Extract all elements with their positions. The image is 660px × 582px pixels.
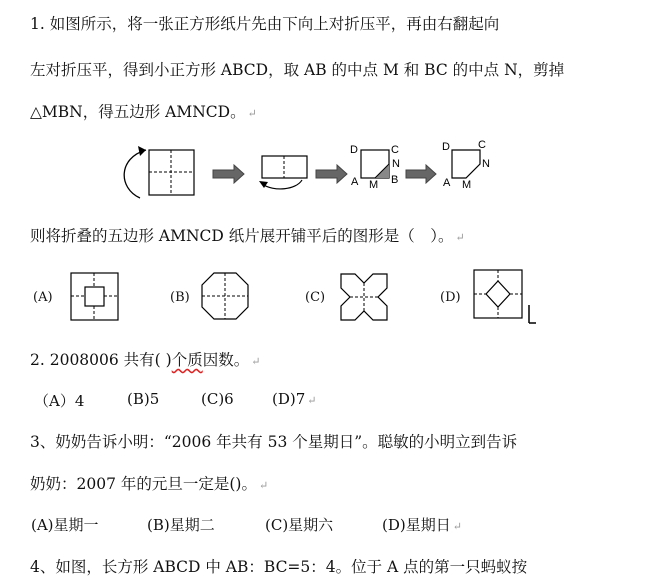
option-c-label: (C) [305, 290, 326, 305]
label-m: M [369, 179, 379, 191]
q3-choice-a: (A)星期一 [31, 516, 99, 534]
label-d: D [350, 144, 358, 156]
option-b-figure [202, 273, 248, 319]
label-m2: M [462, 179, 472, 191]
q2-text: 2. 2008006 共有( )个质因数。 ↵ [30, 351, 261, 369]
step-arrow-1 [213, 165, 244, 183]
q4-line-1: 4、如图，长方形 ABCD 中 AB：BC=5：4。位于 A 点的第一只蚂蚁按 [30, 558, 528, 576]
label-b: B [391, 174, 399, 186]
option-d-label: (D) [440, 290, 461, 305]
option-c-figure [341, 274, 387, 320]
step-arrow-2 [316, 165, 347, 183]
option-b-label: (B) [170, 290, 190, 305]
q1-line-3: △MBN，得五边形 AMNCD。 ↵ [30, 103, 257, 121]
q3-choice-c: (C)星期六 [265, 516, 334, 534]
label-c: C [391, 144, 399, 156]
q1-line-1: 1. 如图所示，将一张正方形纸片先由下向上对折压平，再由右翻起向 [30, 15, 500, 33]
label-n2: N [482, 158, 490, 170]
q2-choice-c: (C)6 [201, 390, 234, 408]
pentagon [452, 150, 480, 178]
q1-line-2: 左对折压平，得到小正方形 ABCD，取 AB 的中点 M 和 BC 的中点 N，剪掉 [30, 61, 565, 79]
q3-line-2: 奶奶：2007 年的元旦一定是()。 ↵ [30, 475, 269, 493]
step-arrow-3 [406, 165, 436, 183]
fold-left-arrow [262, 180, 302, 189]
q1-question: 则将折叠的五边形 AMNCD 纸片展开铺平后的图形是（ ）。 ↵ [30, 227, 465, 245]
q3-choice-b: (B)星期二 [147, 516, 215, 534]
q2-choice-d: (D)7 ↵ [272, 390, 317, 408]
fold-up-arrow [124, 150, 146, 198]
q2-choice-b: (B)5 [127, 390, 160, 408]
label-c2: C [478, 139, 486, 151]
q3-line-1: 3、奶奶告诉小明：“2006 年共有 53 个星期日”。聪敏的小明立到告诉 [30, 433, 518, 451]
label-a2: A [443, 177, 451, 189]
q3-choice-d: (D)星期日 ↵ [382, 516, 462, 534]
q2-choice-a: （A）4 [34, 392, 85, 410]
option-a-label: (A) [33, 290, 53, 305]
label-d2: D [442, 141, 450, 153]
option-a-figure [71, 273, 118, 320]
option-d-figure [474, 270, 536, 323]
label-a: A [351, 176, 359, 188]
label-n: N [392, 158, 400, 170]
